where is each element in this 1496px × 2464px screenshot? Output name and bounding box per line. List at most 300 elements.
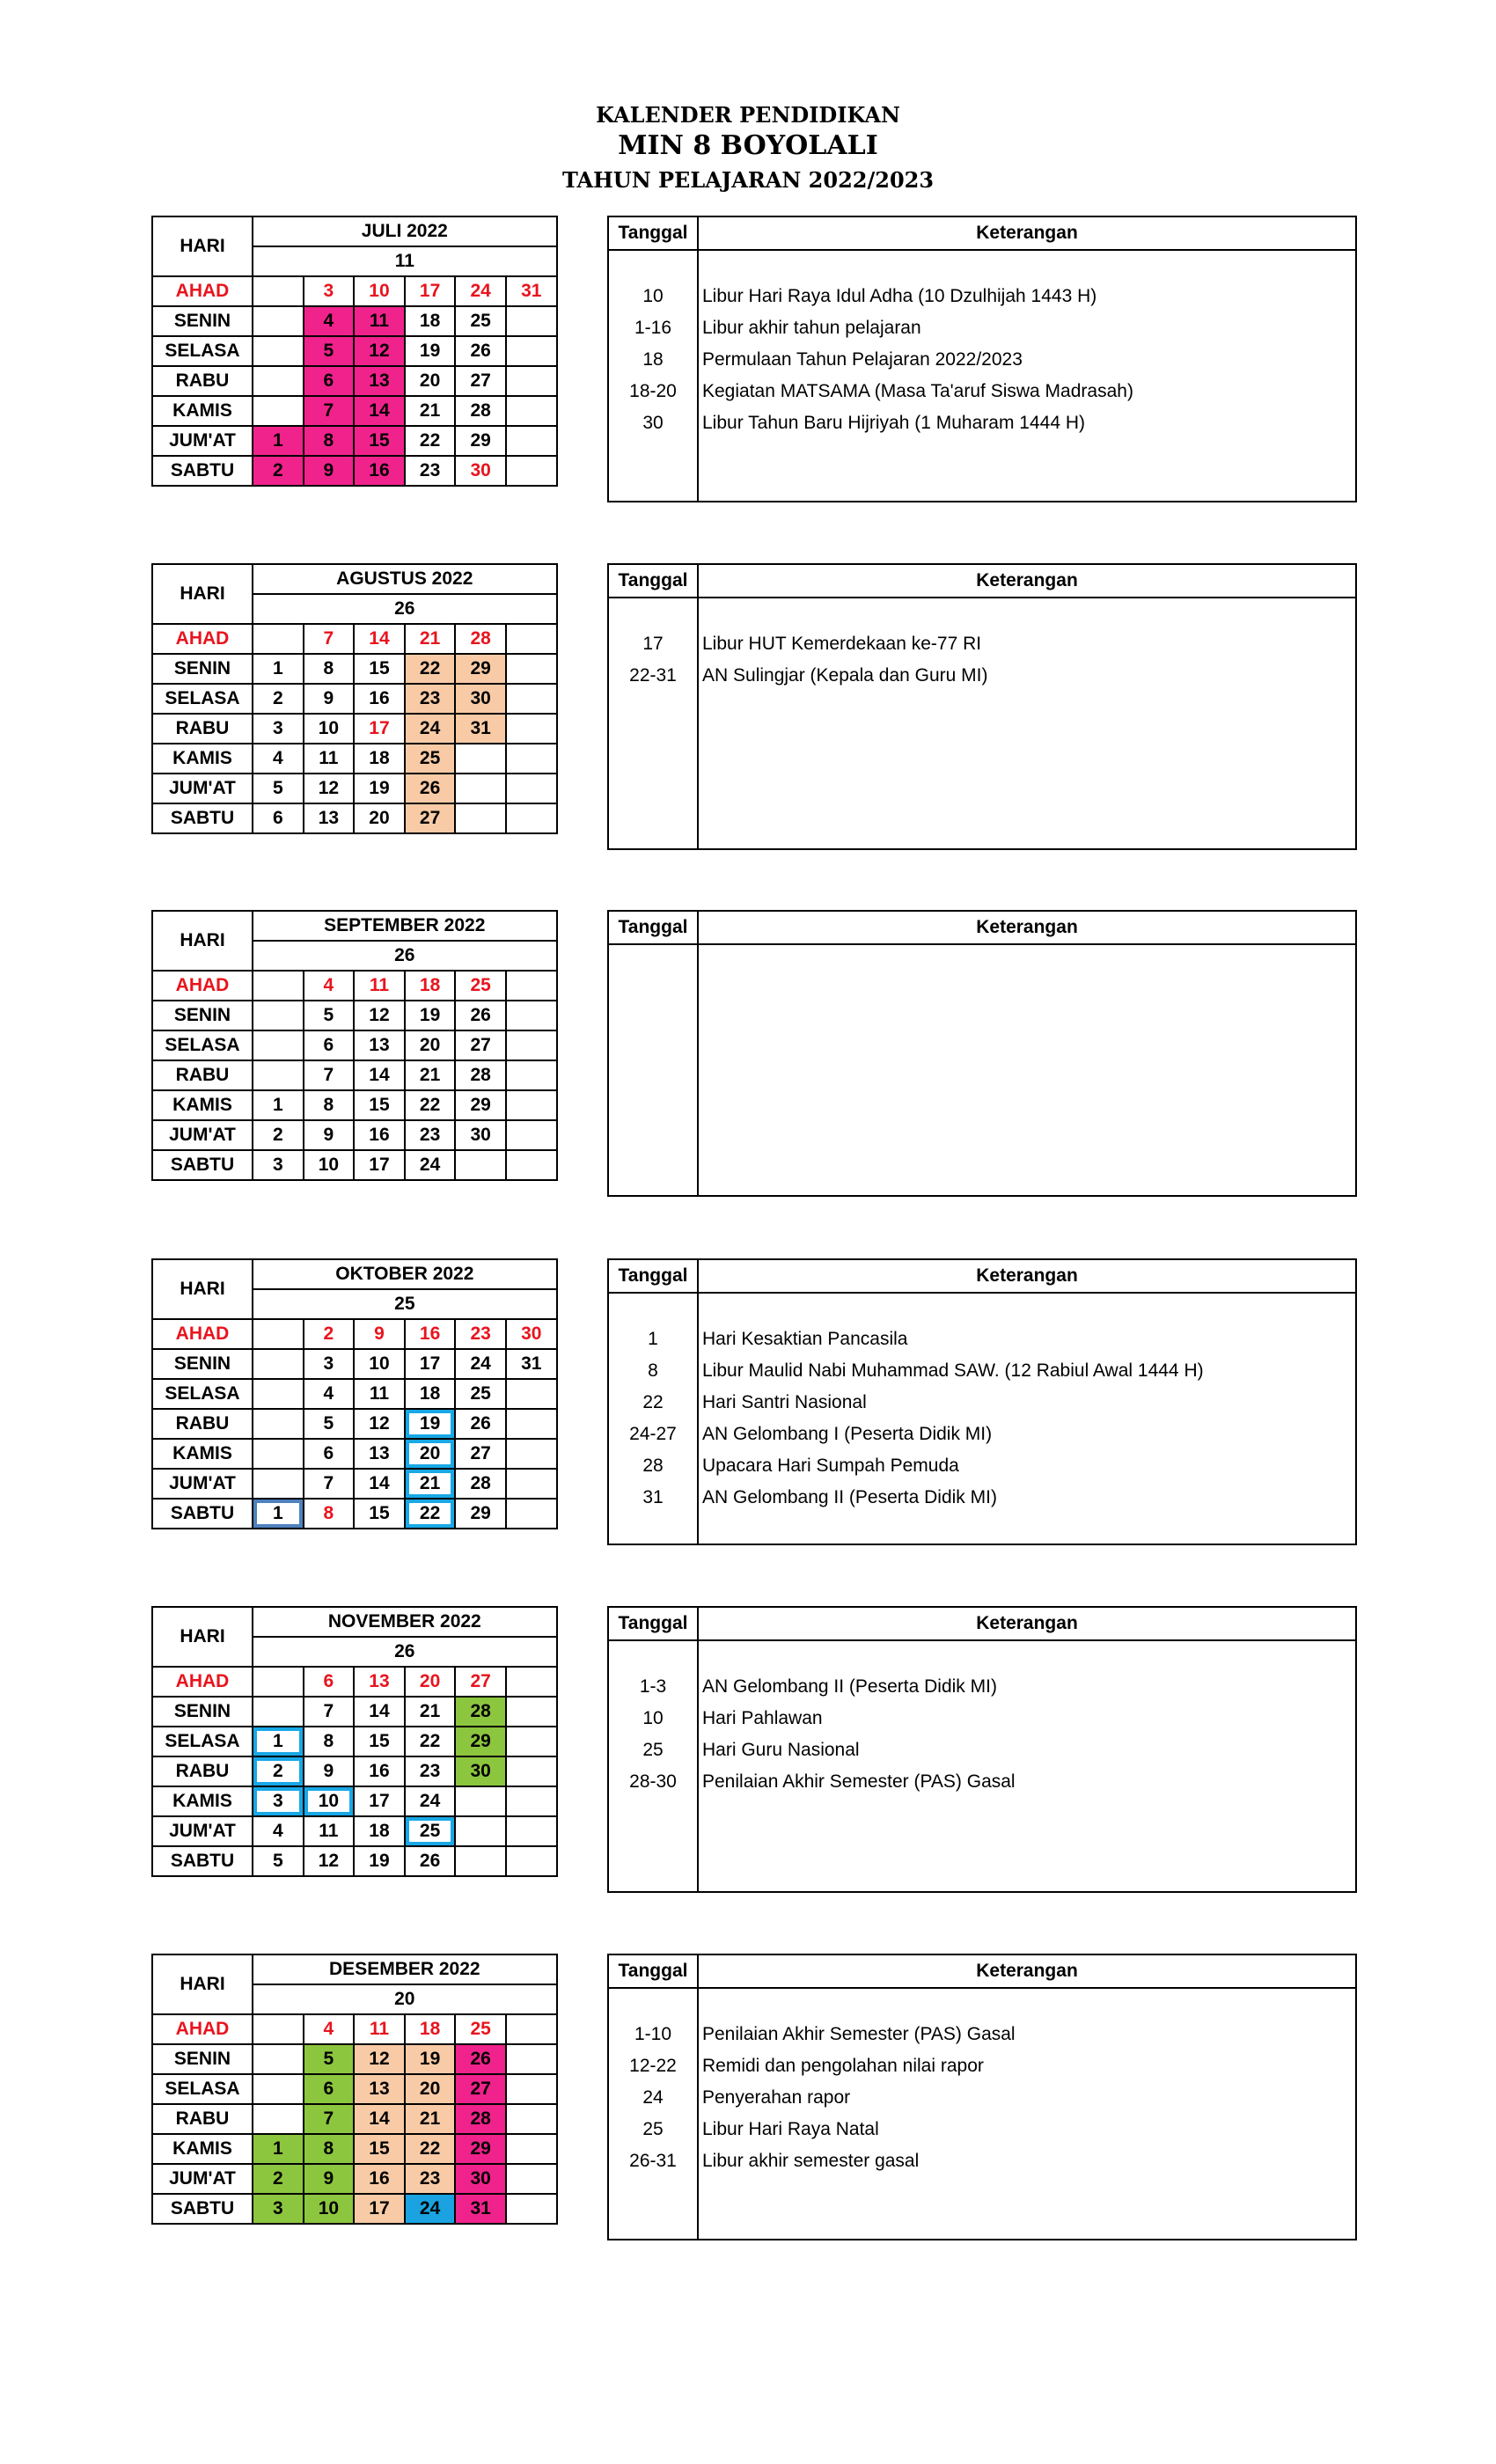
day-label: SENIN: [152, 1349, 253, 1379]
date-cell: 18: [405, 971, 456, 1001]
date-cell: 11: [354, 306, 405, 336]
date-cell: 14: [354, 1697, 405, 1727]
empty-cell: [455, 774, 506, 803]
note-row: [609, 281, 1355, 312]
note-description: Hari Guru Nasional: [702, 1740, 860, 1760]
note-date: 8: [648, 1360, 658, 1381]
date-cell: 28: [455, 1697, 506, 1727]
day-label: SENIN: [152, 1001, 253, 1030]
keterangan-header: Keterangan: [976, 1961, 1078, 1981]
date-cell: 6: [253, 803, 304, 833]
empty-cell: [455, 1816, 506, 1846]
day-label: KAMIS: [152, 744, 253, 774]
day-label: SABTU: [152, 1499, 253, 1529]
empty-cell: [506, 971, 557, 1001]
empty-cell: [253, 2014, 304, 2044]
date-cell: 24: [405, 1786, 456, 1816]
empty-cell: [506, 1846, 557, 1876]
keterangan-header: Keterangan: [976, 1265, 1078, 1286]
empty-cell: [506, 1816, 557, 1846]
empty-cell: [253, 624, 304, 654]
date-cell: 16: [405, 1319, 456, 1349]
month-block: [0, 1954, 1496, 2244]
date-cell: 8: [304, 654, 355, 684]
date-cell: 6: [304, 1667, 355, 1697]
empty-cell: [253, 1379, 304, 1409]
note-row: [609, 1482, 1355, 1514]
keterangan-header: Keterangan: [976, 917, 1078, 937]
empty-cell: [253, 276, 304, 306]
date-cell: 7: [304, 396, 355, 426]
empty-cell: [506, 624, 557, 654]
date-cell: 15: [354, 654, 405, 684]
date-cell: 24: [405, 2194, 456, 2224]
date-cell: 28: [455, 1060, 506, 1090]
month-calendar-table: [151, 563, 558, 834]
date-cell: 13: [354, 2074, 405, 2104]
date-cell: 10: [354, 1349, 405, 1379]
date-cell: 14: [354, 2104, 405, 2134]
empty-cell: [506, 1786, 557, 1816]
empty-cell: [455, 1846, 506, 1876]
empty-cell: [506, 1379, 557, 1409]
date-cell: 11: [354, 2014, 405, 2044]
notes-panel: [607, 910, 1357, 1197]
date-cell: 10: [304, 1786, 355, 1816]
day-label: AHAD: [152, 2014, 253, 2044]
effective-days-count: 26: [253, 941, 557, 971]
hari-header: HARI: [152, 1259, 253, 1319]
empty-cell: [506, 396, 557, 426]
date-cell: 28: [455, 1469, 506, 1499]
day-label: RABU: [152, 2104, 253, 2134]
date-cell: 5: [304, 1409, 355, 1439]
empty-cell: [506, 1667, 557, 1697]
note-row: [609, 1419, 1355, 1450]
date-cell: 3: [253, 2194, 304, 2224]
empty-cell: [506, 1756, 557, 1786]
date-cell: 16: [354, 684, 405, 714]
date-cell: 25: [455, 971, 506, 1001]
date-cell: 3: [253, 1786, 304, 1816]
month-calendar-table: [151, 1606, 558, 1877]
date-cell: 17: [405, 276, 456, 306]
date-cell: 25: [455, 2014, 506, 2044]
date-cell: 29: [455, 426, 506, 456]
date-cell: 17: [354, 1150, 405, 1180]
date-cell: 21: [405, 624, 456, 654]
empty-cell: [506, 744, 557, 774]
date-cell: 10: [354, 276, 405, 306]
date-cell: 6: [304, 1030, 355, 1060]
note-description: Permulaan Tahun Pelajaran 2022/2023: [702, 349, 1023, 370]
date-cell: 15: [354, 426, 405, 456]
day-label: SABTU: [152, 1846, 253, 1876]
date-cell: 22: [405, 654, 456, 684]
date-cell: 14: [354, 1060, 405, 1090]
date-cell: 27: [455, 1030, 506, 1060]
date-cell: 27: [455, 366, 506, 396]
date-cell: 12: [304, 1846, 355, 1876]
note-description: Libur Maulid Nabi Muhammad SAW. (12 Rabiul Awal 1444 H): [702, 1360, 1204, 1381]
date-cell: 27: [455, 1667, 506, 1697]
date-cell: 14: [354, 624, 405, 654]
day-label: KAMIS: [152, 1439, 253, 1469]
note-description: Upacara Hari Sumpah Pemuda: [702, 1456, 959, 1476]
empty-cell: [506, 1499, 557, 1529]
date-cell: 26: [455, 1409, 506, 1439]
date-cell: 19: [405, 2044, 456, 2074]
note-row: [609, 2082, 1355, 2114]
school-name: MIN 8 BOYOLALI: [618, 130, 878, 161]
empty-cell: [506, 803, 557, 833]
month-calendar-table: [151, 1258, 558, 1529]
day-label: AHAD: [152, 624, 253, 654]
month-name: OKTOBER 2022: [253, 1259, 557, 1289]
empty-cell: [506, 1727, 557, 1756]
day-label: SELASA: [152, 1727, 253, 1756]
empty-cell: [506, 1697, 557, 1727]
tanggal-header: Tanggal: [618, 223, 688, 243]
date-cell: 23: [405, 2164, 456, 2194]
date-cell: 29: [455, 654, 506, 684]
month-calendar-table: [151, 216, 558, 487]
date-cell: 5: [304, 2044, 355, 2074]
date-cell: 21: [405, 2104, 456, 2134]
date-cell: 13: [354, 1667, 405, 1697]
date-cell: 12: [354, 2044, 405, 2074]
date-cell: 13: [354, 1439, 405, 1469]
empty-cell: [253, 2044, 304, 2074]
date-cell: 29: [455, 1499, 506, 1529]
empty-cell: [506, 1001, 557, 1030]
day-label: SABTU: [152, 803, 253, 833]
note-date: 25: [642, 2119, 664, 2139]
date-cell: 24: [455, 1349, 506, 1379]
academic-year: TAHUN PELAJARAN 2022/2023: [561, 167, 935, 193]
keterangan-header: Keterangan: [976, 223, 1078, 243]
date-cell: 3: [304, 276, 355, 306]
note-date: 10: [642, 286, 664, 306]
date-cell: 1: [253, 426, 304, 456]
note-row: [609, 628, 1355, 660]
date-cell: 23: [455, 1319, 506, 1349]
empty-cell: [253, 1469, 304, 1499]
date-cell: 9: [304, 1756, 355, 1786]
note-row: [609, 1671, 1355, 1703]
empty-cell: [253, 2104, 304, 2134]
note-date: 1-10: [634, 2024, 672, 2044]
day-label: KAMIS: [152, 1786, 253, 1816]
date-cell: 15: [354, 1727, 405, 1756]
note-description: Libur HUT Kemerdekaan ke-77 RI: [702, 634, 982, 654]
note-row: [609, 1734, 1355, 1766]
date-cell: 23: [405, 1756, 456, 1786]
date-cell: 16: [354, 2164, 405, 2194]
date-cell: 18: [405, 306, 456, 336]
day-label: SABTU: [152, 456, 253, 486]
date-cell: 6: [304, 2074, 355, 2104]
note-description: AN Gelombang II (Peserta Didik MI): [702, 1487, 997, 1507]
day-label: JUM'AT: [152, 1816, 253, 1846]
day-label: AHAD: [152, 971, 253, 1001]
date-cell: 19: [354, 1846, 405, 1876]
note-row: [609, 1450, 1355, 1482]
date-cell: 31: [506, 1349, 557, 1379]
date-cell: 2: [253, 684, 304, 714]
empty-cell: [506, 426, 557, 456]
note-date: 24: [642, 2087, 664, 2108]
date-cell: 22: [405, 1090, 456, 1120]
date-cell: 11: [354, 1379, 405, 1409]
date-cell: 25: [455, 1379, 506, 1409]
notes-panel: [607, 563, 1357, 850]
empty-cell: [455, 1150, 506, 1180]
date-cell: 1: [253, 2134, 304, 2164]
hari-header: HARI: [152, 1954, 253, 2014]
note-row: [609, 2050, 1355, 2082]
tanggal-header: Tanggal: [618, 1961, 688, 1981]
empty-cell: [506, 654, 557, 684]
note-row: [609, 1703, 1355, 1734]
date-cell: 18: [405, 2014, 456, 2044]
note-date: 1: [648, 1329, 658, 1349]
effective-days-count: 26: [253, 594, 557, 624]
empty-cell: [455, 803, 506, 833]
empty-cell: [253, 1001, 304, 1030]
date-cell: 18: [405, 1379, 456, 1409]
month-name: SEPTEMBER 2022: [253, 911, 557, 941]
date-cell: 4: [304, 1379, 355, 1409]
date-cell: 1: [253, 654, 304, 684]
date-cell: 9: [304, 684, 355, 714]
date-cell: 3: [304, 1349, 355, 1379]
note-row: [609, 344, 1355, 376]
empty-cell: [253, 1409, 304, 1439]
empty-cell: [506, 2014, 557, 2044]
date-cell: 9: [354, 1319, 405, 1349]
date-cell: 31: [455, 714, 506, 744]
date-cell: 17: [405, 1349, 456, 1379]
date-cell: 14: [354, 396, 405, 426]
day-label: SELASA: [152, 1379, 253, 1409]
date-cell: 19: [405, 336, 456, 366]
note-description: Libur Hari Raya Natal: [702, 2119, 879, 2139]
date-cell: 16: [354, 1756, 405, 1786]
date-cell: 2: [253, 1756, 304, 1786]
date-cell: 1: [253, 1499, 304, 1529]
date-cell: 21: [405, 1060, 456, 1090]
date-cell: 26: [405, 1846, 456, 1876]
day-label: AHAD: [152, 276, 253, 306]
date-cell: 22: [405, 2134, 456, 2164]
date-cell: 10: [304, 714, 355, 744]
date-cell: 13: [354, 1030, 405, 1060]
date-cell: 29: [455, 1090, 506, 1120]
hari-header: HARI: [152, 1607, 253, 1667]
date-cell: 17: [354, 714, 405, 744]
empty-cell: [506, 2164, 557, 2194]
empty-cell: [253, 1030, 304, 1060]
effective-days-count: 26: [253, 1637, 557, 1667]
date-cell: 26: [455, 2044, 506, 2074]
date-cell: 30: [455, 2164, 506, 2194]
date-cell: 12: [304, 774, 355, 803]
day-label: RABU: [152, 1060, 253, 1090]
month-block: [0, 563, 1496, 854]
date-cell: 23: [405, 684, 456, 714]
note-description: AN Sulingjar (Kepala dan Guru MI): [702, 665, 988, 686]
date-cell: 22: [405, 426, 456, 456]
day-label: SABTU: [152, 1150, 253, 1180]
day-label: KAMIS: [152, 1090, 253, 1120]
note-date: 30: [642, 413, 664, 433]
date-cell: 26: [455, 1001, 506, 1030]
note-description: Libur akhir semester gasal: [702, 2151, 920, 2171]
empty-cell: [506, 2104, 557, 2134]
note-date: 24-27: [629, 1424, 677, 1444]
note-date: 17: [642, 634, 664, 654]
date-cell: 6: [304, 1439, 355, 1469]
date-cell: 11: [304, 744, 355, 774]
empty-cell: [506, 684, 557, 714]
date-cell: 5: [304, 1001, 355, 1030]
date-cell: 24: [405, 714, 456, 744]
day-label: KAMIS: [152, 396, 253, 426]
empty-cell: [506, 456, 557, 486]
effective-days-count: 25: [253, 1289, 557, 1319]
note-description: Remidi dan pengolahan nilai rapor: [702, 2056, 984, 2076]
month-name: JULI 2022: [253, 216, 557, 246]
date-cell: 3: [253, 1150, 304, 1180]
date-cell: 21: [405, 1697, 456, 1727]
empty-cell: [253, 306, 304, 336]
date-cell: 4: [253, 744, 304, 774]
empty-cell: [506, 774, 557, 803]
empty-cell: [253, 366, 304, 396]
day-label: RABU: [152, 714, 253, 744]
day-label: SENIN: [152, 2044, 253, 2074]
empty-cell: [506, 2134, 557, 2164]
note-date: 1-3: [639, 1676, 667, 1697]
empty-cell: [253, 1667, 304, 1697]
date-cell: 11: [354, 971, 405, 1001]
note-date: 28-30: [629, 1771, 677, 1792]
empty-cell: [253, 2074, 304, 2104]
note-date: 10: [642, 1708, 664, 1728]
date-cell: 22: [405, 1499, 456, 1529]
day-label: JUM'AT: [152, 426, 253, 456]
empty-cell: [455, 744, 506, 774]
hari-header: HARI: [152, 216, 253, 276]
note-date: 1-16: [634, 318, 672, 338]
date-cell: 13: [304, 803, 355, 833]
empty-cell: [253, 1439, 304, 1469]
empty-cell: [455, 1786, 506, 1816]
date-cell: 19: [405, 1001, 456, 1030]
date-cell: 16: [354, 1120, 405, 1150]
note-row: [609, 660, 1355, 692]
month-name: AGUSTUS 2022: [253, 564, 557, 594]
empty-cell: [253, 396, 304, 426]
date-cell: 20: [354, 803, 405, 833]
empty-cell: [253, 336, 304, 366]
date-cell: 13: [354, 366, 405, 396]
date-cell: 24: [455, 276, 506, 306]
hari-header: HARI: [152, 911, 253, 971]
empty-cell: [253, 971, 304, 1001]
month-block: [0, 1258, 1496, 1549]
day-label: JUM'AT: [152, 1469, 253, 1499]
note-description: Libur Tahun Baru Hijriyah (1 Muharam 1444 H): [702, 413, 1085, 433]
day-label: SELASA: [152, 684, 253, 714]
empty-cell: [506, 1120, 557, 1150]
note-row: [609, 2145, 1355, 2177]
empty-cell: [253, 1349, 304, 1379]
empty-cell: [506, 2074, 557, 2104]
note-description: Hari Kesaktian Pancasila: [702, 1329, 908, 1349]
date-cell: 30: [455, 456, 506, 486]
date-cell: 4: [304, 2014, 355, 2044]
empty-cell: [506, 366, 557, 396]
empty-cell: [506, 2044, 557, 2074]
date-cell: 30: [506, 1319, 557, 1349]
date-cell: 15: [354, 1499, 405, 1529]
date-cell: 2: [304, 1319, 355, 1349]
empty-cell: [253, 1697, 304, 1727]
month-calendar-table: [151, 910, 558, 1181]
month-name: DESEMBER 2022: [253, 1954, 557, 1984]
tanggal-header: Tanggal: [618, 917, 688, 937]
note-row: [609, 2019, 1355, 2050]
empty-cell: [506, 1409, 557, 1439]
date-cell: 10: [304, 1150, 355, 1180]
date-cell: 3: [253, 714, 304, 744]
date-cell: 22: [405, 1727, 456, 1756]
date-cell: 16: [354, 456, 405, 486]
date-cell: 8: [304, 426, 355, 456]
date-cell: 25: [405, 1816, 456, 1846]
note-date: 28: [642, 1456, 664, 1476]
date-cell: 20: [405, 2074, 456, 2104]
date-cell: 1: [253, 1727, 304, 1756]
date-cell: 21: [405, 1469, 456, 1499]
date-cell: 8: [304, 1499, 355, 1529]
date-cell: 28: [455, 2104, 506, 2134]
date-cell: 7: [304, 2104, 355, 2134]
date-cell: 20: [405, 1667, 456, 1697]
date-cell: 7: [304, 1697, 355, 1727]
note-description: Penilaian Akhir Semester (PAS) Gasal: [702, 2024, 1016, 2044]
tanggal-header: Tanggal: [618, 1265, 688, 1286]
effective-days-count: 20: [253, 1984, 557, 2014]
date-cell: 30: [455, 1756, 506, 1786]
note-row: [609, 407, 1355, 439]
day-label: SENIN: [152, 654, 253, 684]
date-cell: 19: [354, 774, 405, 803]
date-cell: 18: [354, 744, 405, 774]
date-cell: 28: [455, 624, 506, 654]
day-label: SELASA: [152, 1030, 253, 1060]
note-description: Penilaian Akhir Semester (PAS) Gasal: [702, 1771, 1016, 1792]
date-cell: 24: [405, 1150, 456, 1180]
tanggal-header: Tanggal: [618, 1613, 688, 1633]
month-block: [0, 1606, 1496, 1896]
day-label: RABU: [152, 1756, 253, 1786]
date-cell: 23: [405, 1120, 456, 1150]
tanggal-header: Tanggal: [618, 570, 688, 590]
note-date: 22: [642, 1392, 664, 1412]
